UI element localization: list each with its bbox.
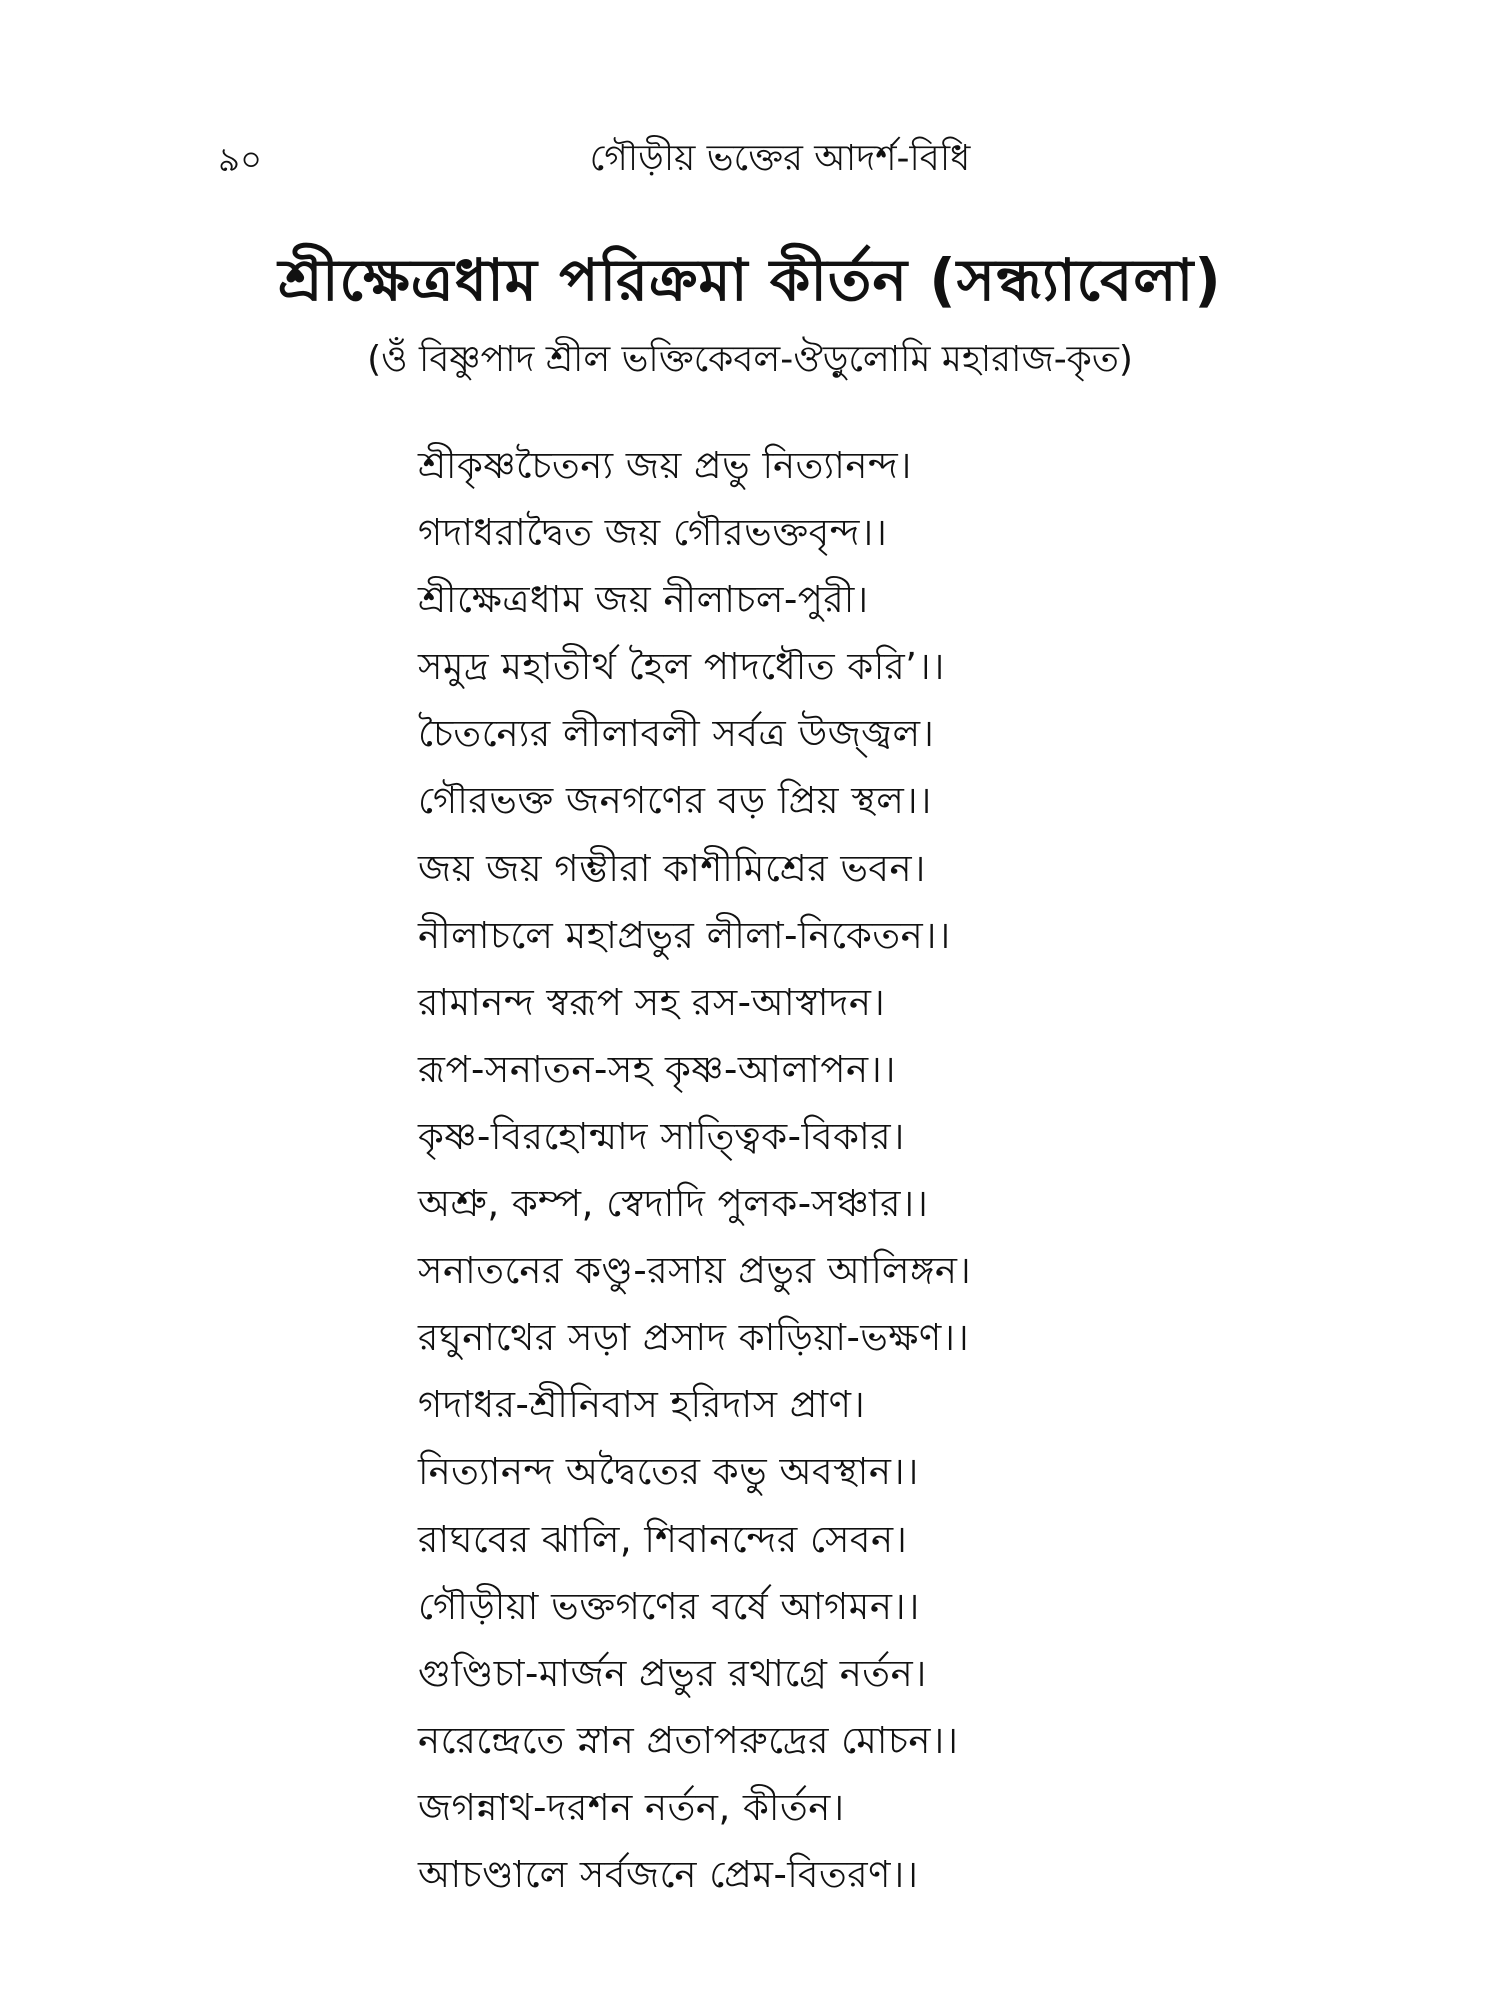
verse-line: গৌড়ীয়া ভক্তগণের বর্ষে আগমন।। [418,1584,920,1628]
verse-line: জয় জয় গম্ভীরা কাশীমিশ্রের ভবন। [418,846,926,890]
verse-line: আচণ্ডালে সর্বজনে প্রেম-বিতরণ।। [418,1852,919,1896]
verse-line: রাঘবের ঝালি, শিবানন্দের সেবন। [418,1517,908,1561]
song-title: শ্রীক্ষেত্রধাম পরিক্রমা কীর্তন (সন্ধ্যাবেলা) [278,246,1222,314]
verse-line: গৌরভক্ত জনগণের বড় প্রিয় স্থল।। [418,779,932,823]
verse-line: শ্রীকৃষ্ণচৈতন্য জয় প্রভু নিত্যানন্দ। [418,444,912,487]
verse-line: রূপ-সনাতন-সহ কৃষ্ণ-আলাপন।। [418,1047,897,1091]
verse-line: চৈতন্যের লীলাবলী সর্বত্র উজ্জ্বল। [418,712,935,756]
verse-line: গদাধর-শ্রীনিবাস হরিদাস প্রাণ। [418,1383,866,1427]
verse-line: শ্রীক্ষেত্রধাম জয় নীলাচল-পুরী। [418,578,869,622]
verse-line: গুণ্ডিচা-মার্জন প্রভুর রথাগ্রে নর্তন। [418,1651,927,1695]
verse-list [418,432,1278,1908]
verse-line: নিত্যানন্দ অদ্বৈতের কভু অবস্থান।। [418,1450,919,1494]
verse-line: সনাতনের কণ্ডু-রসায় প্রভুর আলিঙ্গন। [418,1249,972,1293]
verse-line: রামানন্দ স্বরূপ সহ রস-আস্বাদন। [418,980,886,1024]
verse-line: রঘুনাথের সড়া প্রসাদ কাড়িয়া-ভক্ষণ।। [418,1316,970,1360]
verse-line: গদাধরাদ্বৈত জয় গৌরভক্তবৃন্দ।। [418,511,888,555]
verse-line: নরেন্দ্রেতে স্নান প্রতাপরুদ্রের মোচন।। [418,1718,959,1762]
verse-line: জগন্নাথ-দরশন নর্তন, কীর্তন। [418,1785,845,1829]
verse-line: নীলাচলে মহাপ্রভুর লীলা-নিকেতন।। [418,913,951,957]
verse-line: সমুদ্র মহাতীর্থ হৈল পাদধৌত করি’।। [418,645,945,689]
page-number: ৯০ [218,140,263,180]
song-attribution: (ওঁ বিষ্ণুপাদ শ্রীল ভক্তিকেবল-ঔড়ুলোমি মহারাজ-কৃত) [367,339,1133,380]
verse-line: কৃষ্ণ-বিরহোন্মাদ সাত্ত্বিক-বিকার। [418,1114,905,1158]
verse-line: অশ্রু, কম্প, স্বেদাদি পুলক-সঞ্চার।। [418,1182,929,1226]
running-head: গৌড়ীয় ভক্তের আদর্শ-বিধি [589,138,971,179]
